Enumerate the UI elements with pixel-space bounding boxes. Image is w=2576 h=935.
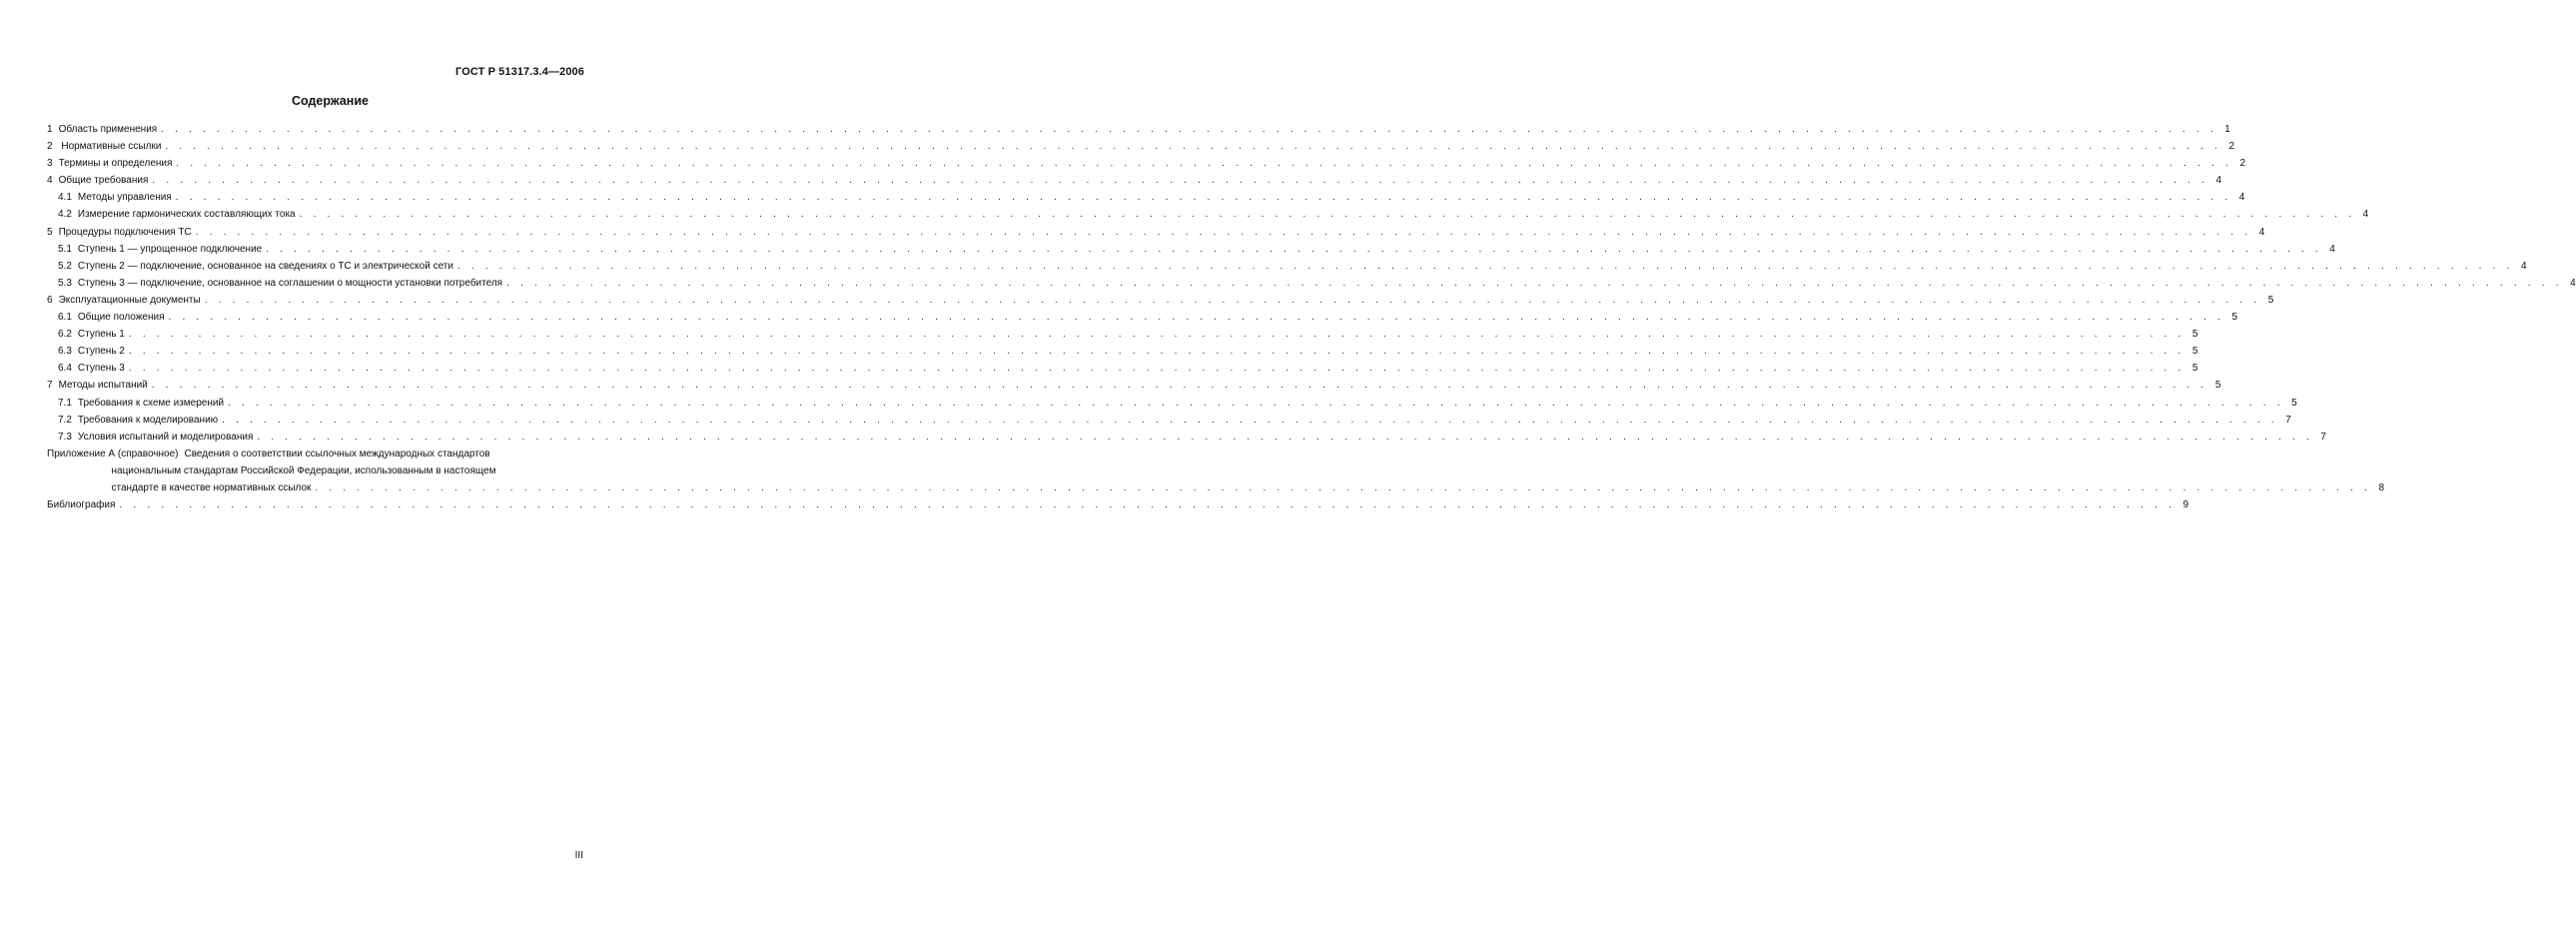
toc-page-number: 5 — [2191, 329, 2198, 341]
toc-leader-dots — [129, 343, 2185, 360]
toc-entry[interactable] — [47, 241, 2335, 258]
toc-entry-number: 6.1 — [58, 312, 72, 324]
toc-page-number: 5 — [2291, 397, 2297, 409]
toc-leader-dots — [300, 206, 2356, 223]
toc-entry-label: Библиография — [47, 499, 116, 511]
toc-leader-dots — [119, 496, 2175, 513]
toc-appendix-entry[interactable] — [47, 446, 2385, 496]
toc-page-number: 7 — [2320, 431, 2326, 443]
toc-entry-label: Измерение гармонических составляющих тока — [77, 209, 296, 221]
toc-leader-dots — [196, 224, 2252, 241]
toc-entry-label: Методы испытаний — [58, 380, 148, 392]
toc-page-number: 4 — [2329, 243, 2335, 255]
toc-entry[interactable] — [47, 395, 2297, 412]
toc-page-number: 4 — [2215, 175, 2221, 187]
toc-page-number: 4 — [2521, 260, 2527, 272]
toc-entry-number: 6.4 — [58, 363, 72, 375]
toc-entry[interactable] — [47, 326, 2198, 343]
toc-leader-dots — [176, 189, 2232, 206]
toc-entry-number: 7.3 — [58, 431, 72, 443]
toc-leader-dots — [129, 360, 2185, 377]
toc-entry-label: Методы управления — [77, 192, 172, 204]
toc-entry-number: 6 — [47, 294, 53, 306]
toc-entry[interactable] — [47, 155, 2246, 172]
toc-leader-dots — [506, 275, 2563, 292]
toc-page-number: 1 — [2224, 124, 2230, 135]
toc-entry-label: Ступень 2 — подключение, основанное на сведениях о ТС и электрической сети — [77, 260, 453, 272]
toc-entry-number: 6.3 — [58, 346, 72, 358]
toc-entry-label: Ступень 3 — подключение, основанное на соглашении о мощности установки потребителя — [77, 277, 503, 289]
toc-page-number: 5 — [2231, 312, 2238, 324]
toc-leader-dots — [152, 377, 2208, 394]
toc-page-number: 2 — [2228, 141, 2235, 153]
toc-leader-dots — [205, 292, 2261, 309]
toc-entry-label: Условия испытаний и моделирования — [77, 431, 254, 443]
toc-entry[interactable] — [47, 292, 2274, 309]
toc-entry-label: Термины и определения — [58, 158, 173, 170]
toc-entries — [47, 121, 2576, 446]
toc-entry-number: 7 — [47, 380, 53, 392]
document-code: ГОСТ Р 51317.3.4—2006 — [455, 66, 584, 78]
toc-entry[interactable] — [47, 258, 2527, 275]
toc-leader-dots — [152, 172, 2208, 189]
toc-entry[interactable] — [47, 138, 2235, 155]
table-of-contents — [47, 121, 2576, 513]
toc-leader-dots — [161, 121, 2217, 138]
toc-entry-number: 5.2 — [58, 260, 72, 272]
toc-page-number: 4 — [2362, 209, 2369, 221]
toc-page-number: 5 — [2191, 346, 2198, 358]
toc-leader-dots — [129, 326, 2185, 343]
toc-entry[interactable] — [47, 429, 2326, 446]
toc-leader-dots — [222, 412, 2278, 429]
toc-entry-label: Процедуры подключения ТС — [58, 226, 192, 238]
toc-entry-label: Нормативные ссылки — [58, 141, 162, 153]
toc-bibliography-entry[interactable] — [47, 496, 2189, 513]
toc-entry-label: Ступень 3 — [77, 363, 125, 375]
toc-page-number: 4 — [2258, 226, 2265, 238]
toc-entry-label: Область применения — [58, 124, 158, 135]
toc-entry[interactable] — [47, 224, 2265, 241]
toc-entry-label: Требования к моделированию — [77, 414, 219, 426]
toc-entry-number: 2 — [47, 141, 53, 153]
appendix-prefix: Приложение А (справочное) — [47, 448, 179, 460]
toc-entry[interactable] — [47, 172, 2221, 189]
toc-entry[interactable] — [47, 121, 2230, 138]
appendix-title-line: стандарте в качестве нормативных ссылок — [111, 481, 312, 493]
toc-entry-label: Ступень 1 — упрощенное подключение — [77, 243, 263, 255]
toc-page-number: 5 — [2191, 363, 2198, 375]
toc-entry-label: Ступень 1 — [77, 329, 125, 341]
toc-page-number: 2 — [2239, 158, 2246, 170]
toc-entry-label: Общие положения — [77, 312, 165, 324]
toc-entry-label: Эксплуатационные документы — [58, 294, 201, 306]
toc-entry-number: 5.3 — [58, 277, 72, 289]
toc-leader-dots — [165, 138, 2221, 155]
toc-entry[interactable] — [47, 206, 2369, 223]
page-number-footer: III — [574, 850, 583, 861]
toc-entry-number: 6.2 — [58, 329, 72, 341]
toc-entry[interactable] — [47, 360, 2198, 377]
toc-leader-dots — [257, 429, 2313, 446]
toc-entry-number: 4.2 — [58, 209, 72, 221]
toc-entry[interactable] — [47, 309, 2238, 326]
toc-entry-number: 4.1 — [58, 192, 72, 204]
toc-page-number: 9 — [2182, 499, 2189, 511]
toc-page-number: 7 — [2285, 414, 2291, 426]
toc-entry-number: 5.1 — [58, 243, 72, 255]
toc-page-number: 8 — [2378, 481, 2385, 493]
toc-leader-dots — [228, 395, 2284, 412]
toc-entry-label: Общие требования — [58, 175, 149, 187]
toc-leader-dots — [315, 479, 2371, 496]
toc-entry-label: Ступень 2 — [77, 346, 125, 358]
toc-entry-number: 5 — [47, 226, 53, 238]
toc-entry[interactable] — [47, 343, 2198, 360]
page-title: Содержание — [291, 94, 369, 108]
appendix-title-line: Сведения о соответствии ссылочных международных стандартов — [184, 448, 490, 460]
appendix-title-line: национальным стандартам Российской Федерации, использованным в настоящем — [111, 465, 496, 476]
toc-page-number: 4 — [2570, 277, 2576, 289]
toc-entry-number: 7.2 — [58, 414, 72, 426]
toc-entry-number: 4 — [47, 175, 53, 187]
toc-entry[interactable] — [47, 189, 2245, 206]
toc-entry-label: Требования к схеме измерений — [77, 397, 225, 409]
toc-page-number: 5 — [2214, 380, 2221, 392]
toc-leader-dots — [266, 241, 2322, 258]
toc-page-number: 4 — [2238, 192, 2245, 204]
toc-entry-number: 7.1 — [58, 397, 72, 409]
toc-entry-number: 1 — [47, 124, 53, 135]
toc-leader-dots — [176, 155, 2232, 172]
toc-leader-dots — [457, 258, 2514, 275]
toc-entry[interactable] — [47, 377, 2221, 394]
toc-entry-number: 3 — [47, 158, 53, 170]
toc-entry[interactable] — [47, 275, 2576, 292]
toc-page-number: 5 — [2267, 294, 2274, 306]
toc-leader-dots — [169, 309, 2225, 326]
toc-entry[interactable] — [47, 412, 2291, 429]
